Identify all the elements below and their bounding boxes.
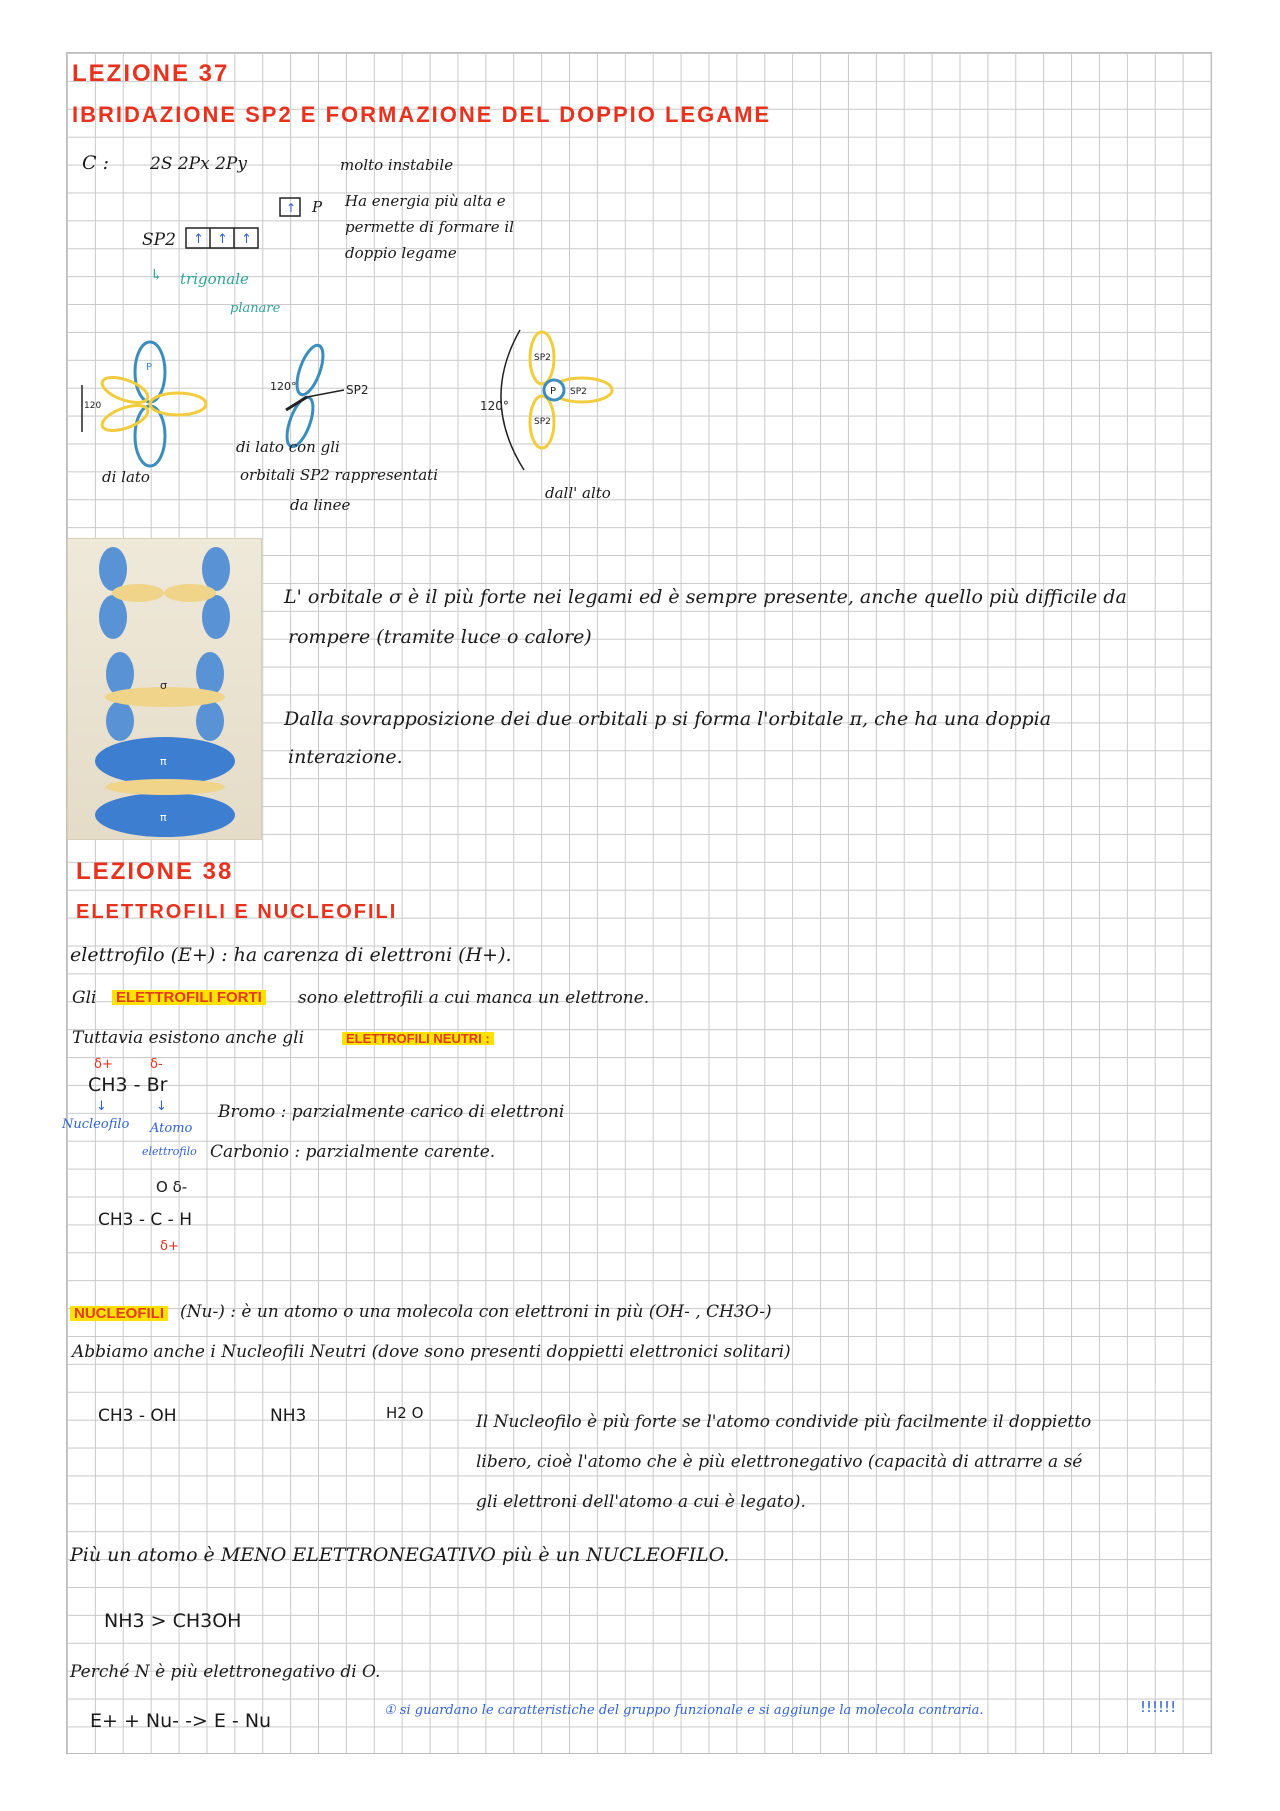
trigonal-line1: trigonale bbox=[180, 270, 249, 288]
p-note-line3: doppio legame bbox=[345, 244, 457, 262]
sp2-top-diagram bbox=[470, 320, 650, 490]
svg-text:SP2: SP2 bbox=[534, 417, 551, 427]
nucleophile-rule: Più un atomo è MENO ELETTRONEGATIVO più è un NUCLEOFILO. bbox=[70, 1544, 730, 1566]
svg-text:SP2: SP2 bbox=[534, 353, 551, 363]
atomo-tag-line1: Atomo bbox=[150, 1121, 193, 1136]
trigonal-arrow-icon: ↳ bbox=[150, 266, 163, 284]
delta-plus-label: δ+ bbox=[94, 1057, 113, 1072]
strong-electrophiles-highlight: ELETTROFILI FORTI bbox=[112, 990, 266, 1005]
strength-line2: libero, cioè l'atomo che è più elettronegativo (capacità di attrarre a sé bbox=[476, 1452, 1083, 1472]
diagram3-caption: dall' alto bbox=[545, 484, 611, 502]
diagram2-caption-line3: da linee bbox=[290, 496, 351, 514]
svg-text:↑: ↑ bbox=[217, 232, 228, 247]
diagram1-caption: di lato bbox=[102, 468, 150, 486]
bromo-note: Bromo : parzialmente carico di elettroni bbox=[218, 1102, 565, 1122]
svg-text:P: P bbox=[550, 386, 557, 397]
carbon-config-note: molto instabile bbox=[340, 156, 454, 174]
svg-text:SP2: SP2 bbox=[346, 383, 369, 397]
nucleophiles-highlight: NUCLEOFILI bbox=[70, 1306, 168, 1321]
svg-text:↑: ↑ bbox=[193, 232, 204, 247]
nucleofilo-tag: Nucleofilo bbox=[62, 1117, 130, 1132]
sp2-side-diagram bbox=[70, 340, 230, 470]
svg-text:π: π bbox=[160, 755, 167, 768]
neutral-nucleophiles: Abbiamo anche i Nucleofili Neutri (dove sono presenti doppietti elettronici solitari) bbox=[72, 1342, 791, 1362]
carbon-config-orbitals: 2S 2Px 2Py bbox=[150, 154, 247, 174]
p-note-line2: permette di formare il bbox=[345, 218, 514, 236]
strong-suffix: sono elettrofili a cui manca un elettrone. bbox=[298, 988, 650, 1008]
lesson-38-title: LEZIONE 38 bbox=[76, 858, 234, 885]
carbonio-note: Carbonio : parzialmente carente. bbox=[210, 1142, 496, 1162]
lesson-37-subtitle: IBRIDAZIONE SP2 E FORMAZIONE DEL DOPPIO LEGAME bbox=[72, 102, 772, 127]
p-box-label: P bbox=[312, 198, 323, 216]
diagram2-caption-line1: di lato con gli bbox=[236, 438, 340, 456]
svg-text:σ: σ bbox=[160, 679, 167, 692]
orbital-textbook-image bbox=[67, 538, 262, 840]
molecule-methanol: CH3 - OH bbox=[98, 1406, 177, 1426]
svg-text:π: π bbox=[160, 811, 167, 824]
arrow-down-icon: ↓ bbox=[96, 1099, 107, 1114]
sp2-label: SP2 bbox=[142, 230, 176, 250]
p-orbital-box bbox=[278, 196, 308, 220]
svg-text:120°: 120° bbox=[480, 399, 509, 413]
svg-text:SP2: SP2 bbox=[570, 387, 587, 397]
svg-text:P: P bbox=[146, 362, 153, 373]
atomo-tag-line2: elettrofilo bbox=[142, 1145, 197, 1158]
electronegativity-reason: Perché N è più elettronegativo di O. bbox=[70, 1662, 381, 1682]
nucleophile-comparison: NH3 > CH3OH bbox=[104, 1610, 242, 1632]
neutral-electrophiles-highlight: ELETTROFILI NEUTRI : bbox=[342, 1032, 494, 1045]
neutral-prefix: Tuttavia esistono anche gli bbox=[72, 1028, 305, 1048]
sigma-text-line2: rompere (tramite luce o calore) bbox=[288, 626, 592, 648]
angle-label: 120 bbox=[84, 401, 102, 411]
sp2-orbital-boxes bbox=[184, 226, 264, 252]
molecule-ammonia: NH3 bbox=[270, 1406, 307, 1426]
aldehyde-delta-plus: δ+ bbox=[160, 1239, 179, 1254]
p-note-line1: Ha energia più alta e bbox=[345, 192, 506, 210]
nucleophile-definition: (Nu-) : è un atomo o una molecola con elettroni in più (OH- , CH3O-) bbox=[180, 1302, 772, 1322]
trigonal-line2: planare bbox=[230, 301, 281, 316]
strength-line3: gli elettroni dell'atomo a cui è legato). bbox=[476, 1492, 806, 1512]
molecule-water: H2 O bbox=[386, 1404, 424, 1422]
electrophile-definition: elettrofilo (E+) : ha carenza di elettroni (H+). bbox=[70, 944, 512, 966]
diagram2-caption-line2: orbitali SP2 rappresentati bbox=[240, 466, 439, 484]
reaction-equation: E+ + Nu- -> E - Nu bbox=[90, 1710, 272, 1732]
ch3br-formula: CH3 - Br bbox=[88, 1074, 168, 1096]
svg-text:↑: ↑ bbox=[241, 232, 252, 247]
arrow-down-icon-2: ↓ bbox=[156, 1099, 167, 1114]
exclamation-marks: !!!!!! bbox=[1140, 1698, 1177, 1716]
strength-line1: Il Nucleofilo è più forte se l'atomo condivide più facilmente il doppietto bbox=[476, 1412, 1092, 1432]
lesson-38-subtitle: ELETTROFILI E NUCLEOFILI bbox=[76, 901, 398, 923]
svg-text:120°: 120° bbox=[270, 380, 297, 393]
pi-text-line2: interazione. bbox=[288, 746, 403, 768]
pi-text-line1: Dalla sovrapposizione dei due orbitali p si forma l'orbitale π, che ha una doppia bbox=[284, 708, 1052, 730]
sigma-text-line1: L' orbitale σ è il più forte nei legami ed è sempre presente, anche quello più difficile da bbox=[284, 586, 1127, 608]
footnote: ① si guardano le caratteristiche del gruppo funzionale e si aggiunge la molecola contraria. bbox=[384, 1703, 984, 1718]
carbon-config-prefix: C : bbox=[82, 152, 109, 174]
aldehyde-oxygen: O δ- bbox=[156, 1178, 188, 1196]
strong-prefix: Gli bbox=[72, 988, 97, 1008]
aldehyde-formula: CH3 - C - H bbox=[98, 1210, 193, 1230]
delta-minus-label: δ- bbox=[150, 1057, 163, 1072]
svg-text:↑: ↑ bbox=[286, 201, 297, 215]
lesson-37-title: LEZIONE 37 bbox=[72, 60, 230, 87]
